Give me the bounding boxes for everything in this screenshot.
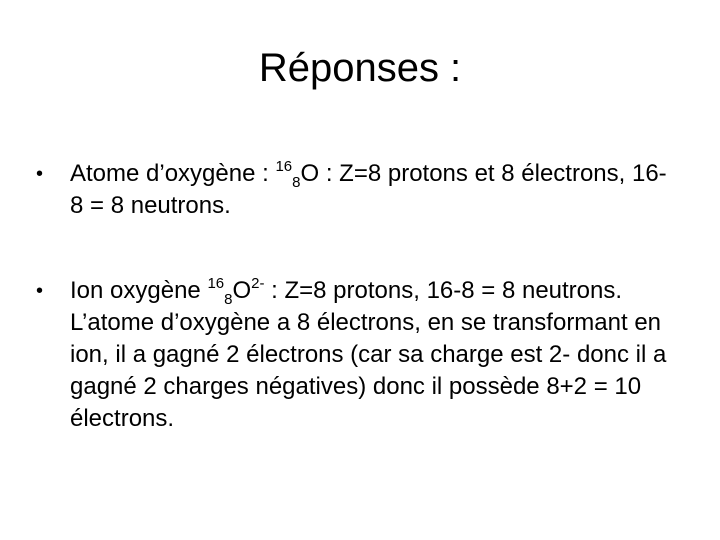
slide-title: Réponses :	[258, 46, 462, 90]
bullet-marker: •	[36, 280, 44, 302]
bullet-prefix: Ion oxygène	[70, 277, 208, 304]
ion-charge: 2-	[251, 275, 265, 292]
bullet-marker: •	[36, 163, 44, 185]
mass-number: 16	[207, 275, 225, 292]
element-symbol: O	[232, 277, 252, 304]
element-symbol: O	[300, 160, 320, 187]
nuclide-notation	[275, 158, 320, 191]
nuclide-notation	[207, 275, 265, 308]
bullet-oxygen-ion	[36, 275, 676, 435]
bullet-text: : Z=8 protons et 8 électrons, 16-8 = 8 neutrons.	[70, 160, 667, 219]
atomic-number: 8	[224, 291, 233, 308]
bullet-text: : Z=8 protons, 16-8 = 8 neutrons. L’atome d’oxygène a 8 électrons, en se transformant en ion, il a gagné 2 électrons (car sa charge est 2- donc il a gagné 2 charges négatives) donc il possède 8+2 = 10 électrons.	[70, 277, 667, 432]
bullet-atom-oxygen	[36, 158, 676, 222]
atomic-number: 8	[292, 174, 301, 191]
bullet-list	[36, 158, 676, 488]
mass-number: 16	[275, 158, 293, 175]
bullet-prefix: Atome d’oxygène :	[70, 160, 276, 187]
